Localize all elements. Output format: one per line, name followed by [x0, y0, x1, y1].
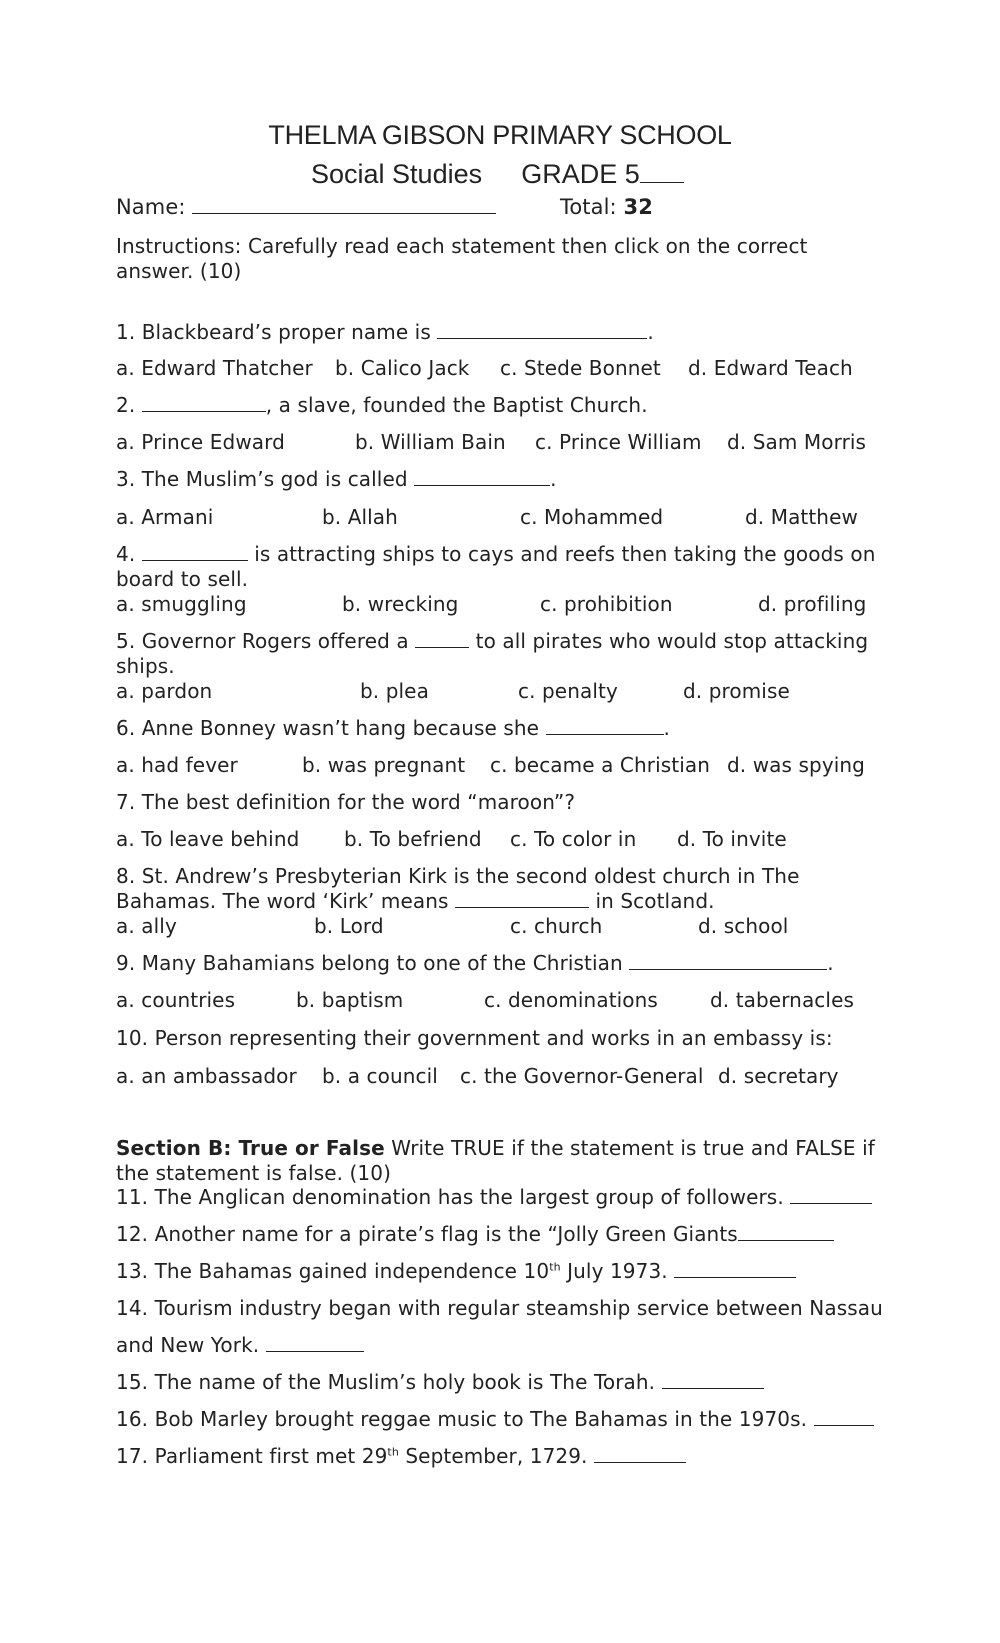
answer-blank: [414, 467, 550, 486]
instructions: Instructions: Carefully read each statement then click on the correct answer. (10): [116, 234, 808, 283]
answer-blank: [546, 716, 664, 735]
tf-item-11: [116, 1185, 872, 1209]
option-c[interactable]: c. became a Christian: [490, 753, 710, 777]
question-stem: 3. The Muslim’s god is called: [116, 467, 408, 491]
option-b[interactable]: b. baptism: [296, 988, 404, 1012]
option-d[interactable]: d. secretary: [718, 1064, 839, 1088]
option-b[interactable]: b. plea: [360, 679, 429, 703]
option-a[interactable]: a. ally: [116, 914, 177, 938]
tf-item-15: [116, 1370, 764, 1394]
answer-blank[interactable]: [738, 1222, 834, 1241]
question-8-line2: [116, 889, 715, 913]
option-c[interactable]: c. Mohammed: [520, 505, 664, 529]
option-a[interactable]: a. had fever: [116, 753, 238, 777]
answer-blank[interactable]: [674, 1259, 796, 1278]
question-stem: 4.: [116, 542, 136, 566]
question-5: [116, 629, 868, 653]
question-4: [116, 542, 875, 566]
question-2: [116, 393, 648, 417]
option-b[interactable]: b. a council: [322, 1064, 438, 1088]
answer-blank: [437, 320, 647, 339]
answer-blank: [455, 889, 589, 908]
tf-item-12: [116, 1222, 834, 1246]
option-b[interactable]: b. wrecking: [342, 592, 459, 616]
total-line: [560, 195, 653, 219]
question-stem-end: , a slave, founded the Baptist Church.: [265, 393, 648, 417]
option-b[interactable]: b. Lord: [314, 914, 384, 938]
question-1: [116, 320, 654, 344]
question-stem: 1. Blackbeard’s proper name is: [116, 320, 431, 344]
total-value: 32: [623, 195, 653, 219]
section-b-title: Section B: True or False: [116, 1136, 385, 1160]
question-stem-end: .: [550, 467, 557, 491]
question-stem-end: to all pirates who would stop attacking: [475, 629, 869, 653]
option-d[interactable]: d. Sam Morris: [727, 430, 867, 454]
answer-blank: [415, 629, 469, 648]
option-b[interactable]: b. William Bain: [355, 430, 506, 454]
section-b-instruction: Write TRUE if the statement is true and FALSE if the statement is false. (10): [116, 1136, 875, 1185]
tf-item-14-line2: [116, 1333, 364, 1357]
answer-blank[interactable]: [266, 1333, 364, 1352]
option-c[interactable]: c. prohibition: [540, 592, 673, 616]
option-a[interactable]: a. an ambassador: [116, 1064, 297, 1088]
answer-blank: [142, 393, 266, 412]
option-c[interactable]: c. To color in: [510, 827, 637, 851]
option-a[interactable]: a. Edward Thatcher: [116, 356, 313, 380]
subject-title: Social Studies: [311, 159, 483, 189]
option-d[interactable]: d. Matthew: [745, 505, 858, 529]
tf-item-13: [116, 1259, 796, 1283]
statement: 16. Bob Marley brought reggae music to The Bahamas in the 1970s.: [116, 1407, 808, 1431]
answer-blank[interactable]: [790, 1185, 872, 1204]
tf-item-16: [116, 1407, 874, 1431]
tf-item-17: [116, 1444, 686, 1468]
subject-line: [311, 158, 684, 190]
question-stem-line2: ships.: [116, 654, 175, 678]
option-d[interactable]: d. profiling: [758, 592, 867, 616]
question-stem: 9. Many Bahamians belong to one of the Christian: [116, 951, 623, 975]
option-c[interactable]: c. Stede Bonnet: [500, 356, 661, 380]
total-label: Total:: [560, 195, 617, 219]
grade-label: GRADE 5: [521, 159, 640, 189]
question-stem: 6. Anne Bonney wasn’t hang because she: [116, 716, 540, 740]
option-c[interactable]: c. church: [510, 914, 603, 938]
question-3: [116, 467, 557, 491]
option-a[interactable]: a. smuggling: [116, 592, 247, 616]
option-d[interactable]: d. promise: [683, 679, 790, 703]
question-10: 10. Person representing their government and works in an embassy is:: [116, 1026, 833, 1050]
section-b-header: [116, 1136, 886, 1186]
option-d[interactable]: d. school: [698, 914, 789, 938]
option-d[interactable]: d. was spying: [727, 753, 865, 777]
option-a[interactable]: a. pardon: [116, 679, 213, 703]
option-c[interactable]: c. the Governor-General: [460, 1064, 704, 1088]
question-stem: 2.: [116, 393, 136, 417]
option-b[interactable]: b. Allah: [322, 505, 398, 529]
statement-end: September, 1729.: [398, 1444, 588, 1468]
answer-blank: [629, 951, 827, 970]
option-a[interactable]: a. countries: [116, 988, 236, 1012]
answer-blank[interactable]: [662, 1370, 764, 1389]
option-a[interactable]: a. Armani: [116, 505, 214, 529]
option-b[interactable]: b. was pregnant: [302, 753, 466, 777]
question-stem-end: .: [647, 320, 654, 344]
answer-blank[interactable]: [594, 1444, 686, 1463]
statement: 13. The Bahamas gained independence 10: [116, 1259, 550, 1283]
option-d[interactable]: d. Edward Teach: [688, 356, 853, 380]
question-stem-end: .: [663, 716, 671, 740]
option-a[interactable]: a. Prince Edward: [116, 430, 285, 454]
answer-blank: [142, 542, 248, 561]
question-8: 8. St. Andrew’s Presbyterian Kirk is the second oldest church in The: [116, 864, 800, 888]
question-stem-line2: board to sell.: [116, 567, 249, 591]
question-stem: 5. Governor Rogers offered a: [116, 629, 409, 653]
name-blank[interactable]: [192, 195, 496, 214]
statement: 12. Another name for a pirate’s flag is the “Jolly Green Giants: [116, 1222, 738, 1246]
option-d[interactable]: d. tabernacles: [710, 988, 854, 1012]
ordinal-suffix: th: [387, 1445, 399, 1459]
grade-blank: [640, 158, 684, 183]
statement: and New York.: [116, 1333, 260, 1357]
statement: 11. The Anglican denomination has the largest group of followers.: [116, 1185, 784, 1209]
option-d[interactable]: d. To invite: [677, 827, 787, 851]
question-7: 7. The best definition for the word “maroon”?: [116, 790, 576, 814]
ordinal-suffix: th: [549, 1260, 561, 1274]
question-6: [116, 716, 670, 740]
answer-blank[interactable]: [814, 1407, 874, 1426]
school-name: THELMA GIBSON PRIMARY SCHOOL: [268, 120, 732, 150]
option-a[interactable]: a. To leave behind: [116, 827, 300, 851]
tf-item-14: 14. Tourism industry began with regular steamship service between Nassau: [116, 1296, 883, 1320]
question-stem: Bahamas. The word ‘Kirk’ means: [116, 889, 449, 913]
option-c[interactable]: c. denominations: [484, 988, 658, 1012]
question-stem-end: .: [827, 951, 834, 975]
option-c[interactable]: c. penalty: [518, 679, 618, 703]
question-stem-end: is attracting ships to cays and reefs then taking the goods on: [254, 542, 876, 566]
question-stem-end: in Scotland.: [595, 889, 715, 913]
statement: 15. The name of the Muslim’s holy book is The Torah.: [116, 1370, 656, 1394]
name-label: Name:: [116, 195, 186, 219]
name-line: [116, 195, 496, 219]
option-c[interactable]: c. Prince William: [535, 430, 702, 454]
option-b[interactable]: b. Calico Jack: [335, 356, 470, 380]
statement: 17. Parliament first met 29: [116, 1444, 388, 1468]
option-b[interactable]: b. To befriend: [344, 827, 482, 851]
question-9: [116, 951, 834, 975]
statement-end: July 1973.: [560, 1259, 668, 1283]
